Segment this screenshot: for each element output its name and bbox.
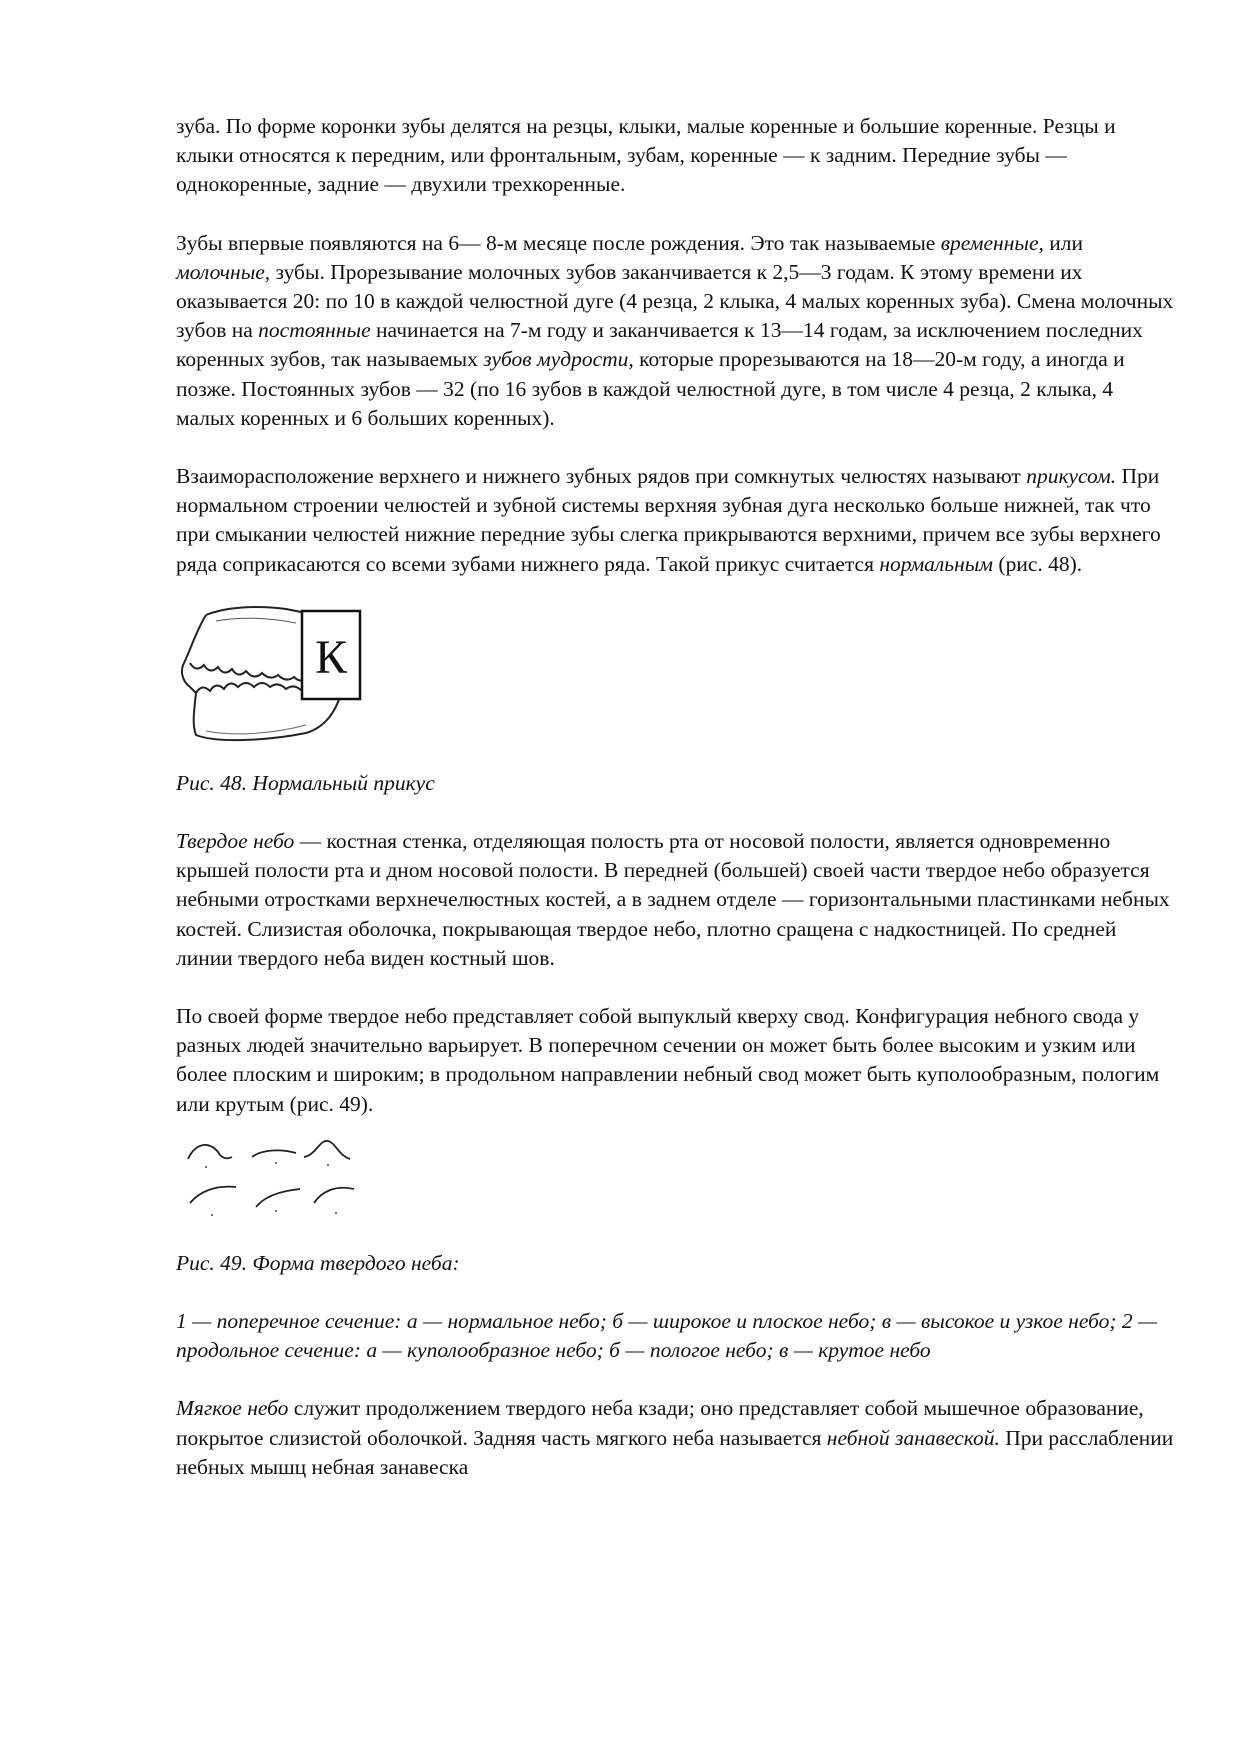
figure-48-label: К xyxy=(314,630,348,684)
italic-term: временные, xyxy=(940,230,1044,255)
text-run: Зубы впервые появляются на 6— 8-м месяце после рождения. Это так называемые xyxy=(176,230,941,255)
paragraph-bite xyxy=(176,462,1176,579)
text-run: служит продолжением твердого неба кзади; оно представляет собой мышечное образование, покрытое слизистой оболочкой. Задняя часть мягкого неба называется xyxy=(176,1396,1144,1450)
text-run: Взаиморасположение верхнего и нижнего зубных рядов при сомкнутых челюстях называют xyxy=(176,464,1027,489)
text-run: (рис. 48). xyxy=(993,551,1083,576)
page-content xyxy=(176,112,1176,1482)
text-run: При нормальном строении челюстей и зубной системы верхняя зубная дуга несколько больше нижней, так что при смыкании челюстей нижние передние зубы слегка прикрываются верхними, причем все зубы верхнего ряда соприкасаются со всеми зубами нижнего ряда. Такой прикус считается xyxy=(176,464,1161,576)
paragraph-text: зуба. По форме коронки зубы делятся на резцы, клыки, малые коренные и большие коренные. Резцы и клыки относятся к передним, или фронтальным, зубам, коренные — к задним. Передние зубы — однокоренные, задние — двухили трехкоренные. xyxy=(176,114,1116,197)
text-run: зубы. Прорезывание молочных зубов заканчивается к 2,5—3 годам. К этому времени их оказывается 20: по 10 в каждой челюстной дуге (4 резца, 2 клыка, 4 малых коренных зуба). Смена молочных зубов на xyxy=(176,259,1174,343)
text-run: которые прорезываются на 18—20-м году, а иногда и позже. Постоянных зубов — 32 (по 16 зубов в каждой челюстной дуге, в том числе 4 резца, 2 клыка, 4 малых коренных и 6 больших коренных). xyxy=(176,347,1125,430)
italic-term: Твердое небо xyxy=(176,829,295,854)
text-run: При расслаблении небных мышц небная занавеска xyxy=(176,1425,1174,1479)
paragraph-palate-shape xyxy=(176,1002,1176,1119)
figure-49-palate-shapes-illustration xyxy=(176,1137,376,1227)
figure-48-caption: Рис. 48. Нормальный прикус xyxy=(176,770,435,795)
italic-term: зубов мудрости, xyxy=(483,347,634,372)
figure-49-legend: 1 — поперечное сечение: а — нормальное небо; б — широкое и плоское небо; в — высокое и узкое небо; 2 — продольное сечение: а — куполообразное небо; б — пологое небо; в — крутое небо xyxy=(176,1309,1158,1363)
paragraph-hard-palate xyxy=(176,827,1176,973)
italic-term: постоянные xyxy=(258,318,371,343)
italic-term: Мягкое небо xyxy=(176,1396,289,1421)
italic-term: небной занавеской. xyxy=(826,1425,1000,1450)
figure-49-caption: Рис. 49. Форма твердого неба: xyxy=(176,1250,460,1275)
italic-term: нормальным xyxy=(879,551,994,576)
text-run: начинается на 7-м году и заканчивается к 13—14 годам, за исключением последних коренных зубов, так называемых xyxy=(176,318,1143,372)
italic-term: прикусом. xyxy=(1026,464,1117,489)
text-run: или xyxy=(1043,230,1083,255)
text-run: — костная стенка, отделяющая полость рта от носовой полости, является одновременно крышей полости рта и дном носовой полости. В передней (большей) своей части твердое небо образуется небными отростками верхнечелюстных костей, а в заднем отделе — горизонтальными пластинками небных костей. Слизистая оболочка, покрывающая твердое небо, плотно сращена с надкостницей. По средней линии твердого неба виден костный шов. xyxy=(176,829,1170,970)
paragraph-text: По своей форме твердое небо представляет собой выпуклый кверху свод. Конфигурация небного свода у разных людей значительно варьирует. В поперечном сечении он может быть более высоким и узким или более плоским и широким; в продольном направлении небный свод может быть куполообразным, пологим или крутым (рис. 49). xyxy=(176,1004,1160,1116)
figure-48-skull-illustration xyxy=(176,601,406,751)
paragraph-teeth-eruption xyxy=(176,229,1176,433)
paragraph-soft-palate xyxy=(176,1394,1176,1482)
paragraph-teeth-shape xyxy=(176,112,1176,200)
italic-term: молочные, xyxy=(176,259,271,284)
